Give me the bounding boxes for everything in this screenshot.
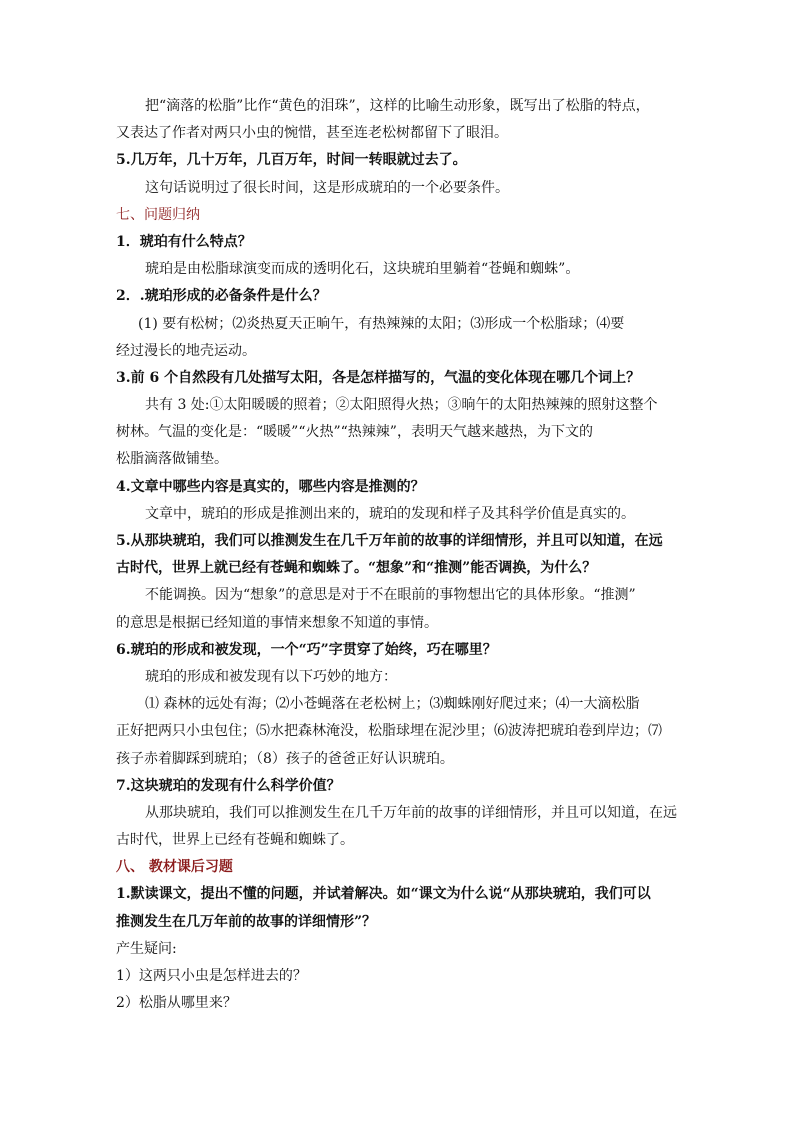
paragraph-line: ⑴ 森林的远处有海；⑵小苍蝇落在老松树上；⑶蜘蛛刚好爬过来；⑷一大滴松脂 (145, 696, 640, 713)
paragraph-line: 又表达了作者对两只小虫的惋惜，甚至连老松树都留下了眼泪。 (116, 125, 508, 142)
question-heading: 5.几万年，几十万年，几百万年，时间一转眼就过去了。 (116, 152, 467, 169)
paragraph-line: 文章中，琥珀的形成是推测出来的，琥珀的发现和样子及其科学价值是真实的。 (145, 505, 635, 522)
question-heading: 1.默读课文，提出不懂的问题，并试着解决。如“课文为什么说“从那块琥珀，我们可以 (116, 886, 651, 903)
list-item: 2）松脂从哪里来？ (116, 995, 237, 1012)
paragraph-line: 孩子赤着脚踩到琥珀；（8）孩子的爸爸正好认识琥珀。 (116, 750, 454, 767)
question-heading: 4.文章中哪些内容是真实的，哪些内容是推测的？ (116, 478, 425, 495)
list-item: 1）这两只小虫是怎样进去的？ (116, 968, 307, 984)
question-heading: 推测发生在几万年前的故事的详细情形”？ (116, 913, 377, 930)
question-heading: 2．.琥珀形成的必备条件是什么？ (116, 288, 327, 305)
paragraph-line: 正好把两只小虫包住；⑸水把森林淹没，松脂球埋在泥沙里；⑹波涛把琥珀卷到岸边；⑺ (116, 723, 662, 740)
document-body (116, 93, 678, 1017)
question-heading: 1．琥珀有什么特点？ (116, 233, 252, 250)
paragraph-line: 经过漫长的地壳运动。 (116, 342, 256, 359)
question-heading: 7.这块琥珀的发现有什么科学价值？ (116, 777, 341, 794)
paragraph-line: 从那块琥珀，我们可以推测发生在几千万年前的故事的详细情形，并且可以知道，在远 (145, 804, 677, 821)
question-heading: 古时代，世界上就已经有苍蝇和蜘蛛了。“想象”和“推测”能否调换，为什么？ (116, 560, 597, 577)
question-heading: 3.前 6 个自然段有几处描写太阳，各是怎样描写的，气温的变化体现在哪几个词上？ (116, 369, 641, 386)
paragraph-line: 的意思是根据已经知道的事情来想象不知道的事情。 (116, 614, 438, 631)
paragraph-line: 这句话说明过了很长时间，这是形成琥珀的一个必要条件。 (145, 179, 509, 196)
paragraph-line: 琥珀的形成和被发现有以下巧妙的地方： (145, 668, 397, 685)
paragraph-line: 不能调换。因为“想象”的意思是对于不在眼前的事物想出它的具体形象。“推测” (145, 587, 636, 604)
question-heading: 6.琥珀的形成和被发现，一个“巧”字贯穿了始终，巧在哪里？ (116, 641, 497, 658)
paragraph-line: 共有 3 处:①太阳暖暖的照着；②太阳照得火热；③晌午的太阳热辣辣的照射这整个 (145, 397, 658, 414)
paragraph-line: 松脂滴落做铺垫。 (116, 451, 228, 468)
paragraph-line: (1) 要有松树；⑵炎热夏天正晌午，有热辣辣的太阳；⑶形成一个松脂球；⑷要 (138, 315, 625, 332)
paragraph-line: 琥珀是由松脂球演变而成的透明化石，这块琥珀里躺着“苍蝇和蜘蛛”。 (145, 261, 580, 278)
question-heading: 5.从那块琥珀，我们可以推测发生在几千万年前的故事的详细情形，并且可以知道，在远 (116, 533, 663, 549)
section-heading: 八、 教材课后习题 (116, 859, 233, 876)
section-heading: 七、问题归纳 (116, 206, 200, 223)
paragraph-line: 古时代，世界上已经有苍蝇和蜘蛛了。 (116, 832, 354, 849)
paragraph-line: 把“滴落的松脂”比作“黄色的泪珠”，这样的比喻生动形象，既写出了松脂的特点， (145, 98, 650, 114)
paragraph-line: 树林。气温的变化是：“暖暖”“火热”“热辣辣”，表明天气越来越热，为下文的 (116, 424, 593, 441)
paragraph-line: 产生疑问: (116, 940, 177, 957)
